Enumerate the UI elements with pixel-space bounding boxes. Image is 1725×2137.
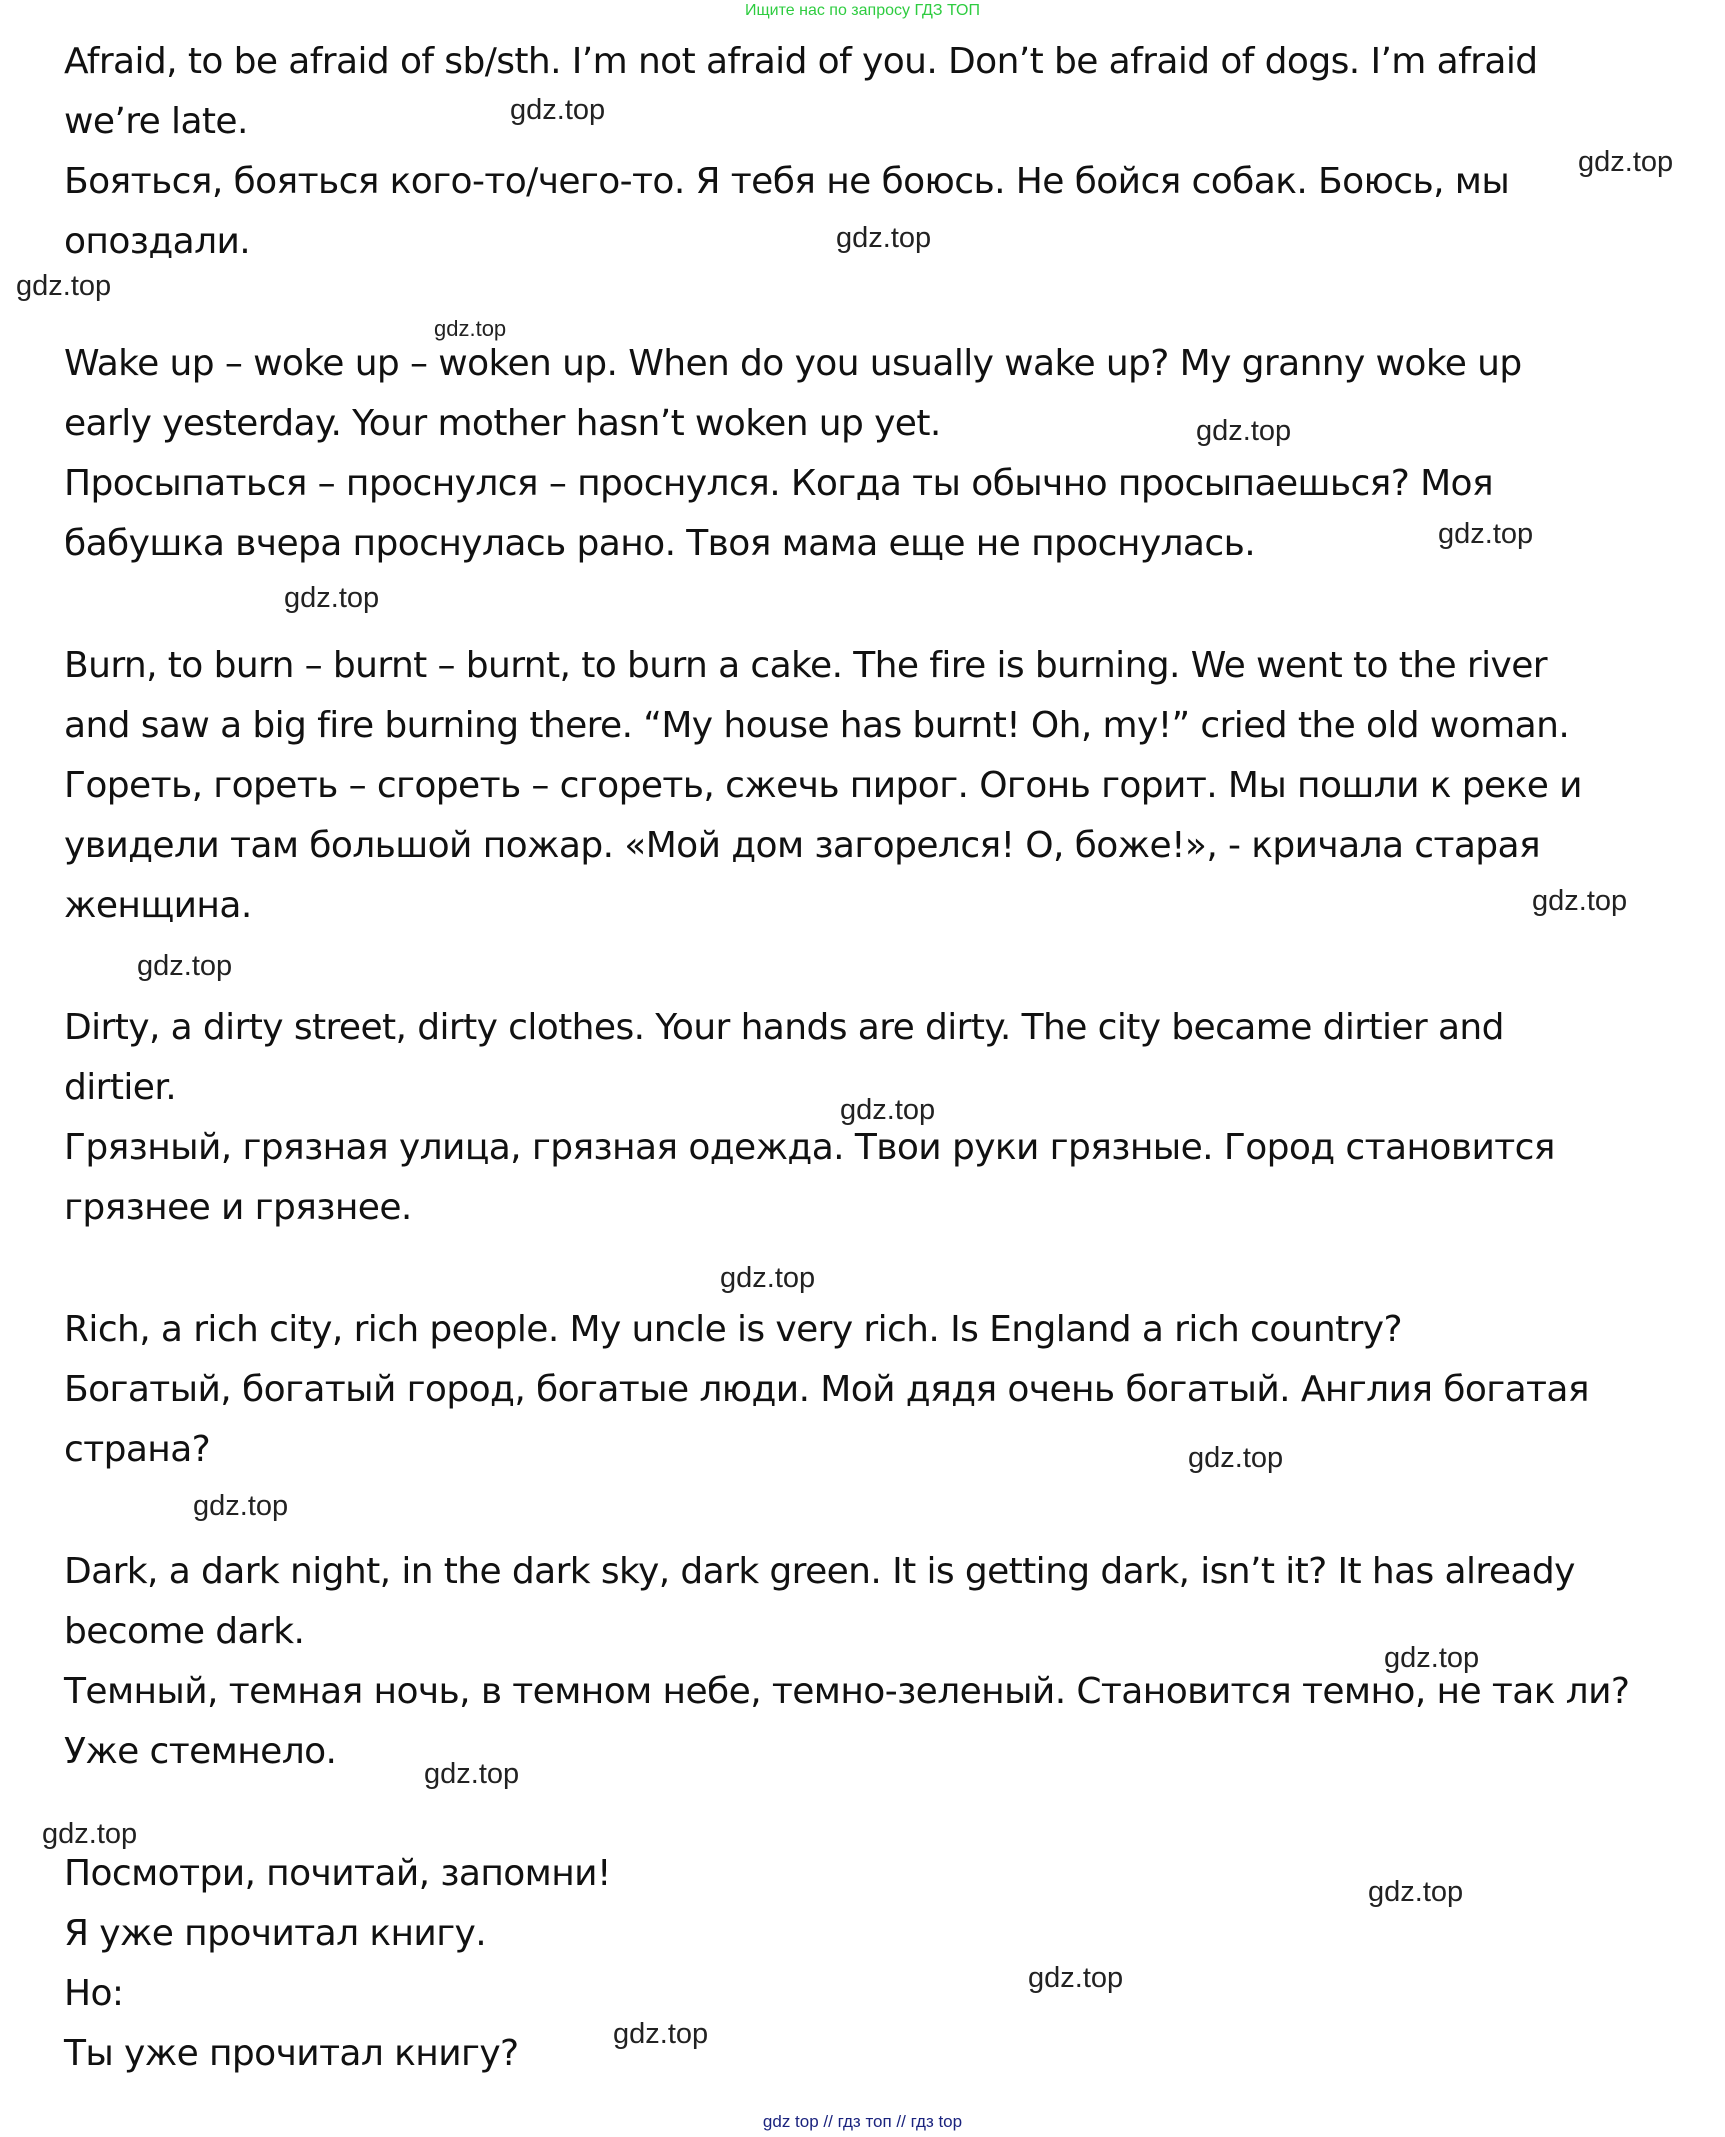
watermark: gdz.top [1196, 415, 1292, 447]
watermark: gdz.top [510, 94, 606, 126]
text-line: we’re late. [64, 101, 248, 142]
watermark: gdz.top [16, 270, 112, 302]
text-line: страна? [64, 1429, 211, 1470]
text-line: Богатый, богатый город, богатые люди. Мой дядя очень богатый. Англия богатая [64, 1369, 1589, 1410]
text-line: бабушка вчера проснулась рано. Твоя мама еще не проснулась. [64, 523, 1256, 564]
text-line: увидели там большой пожар. «Мой дом загорелся! О, боже!», - кричала старая [64, 825, 1541, 866]
watermark: gdz.top [424, 1758, 520, 1790]
watermark: gdz.top [1188, 1442, 1284, 1474]
text-line: Темный, темная ночь, в темном небе, темно-зеленый. Становится темно, не так ли? [64, 1671, 1630, 1712]
watermark: gdz.top [1532, 885, 1628, 917]
text-line: женщина. [64, 885, 252, 926]
watermark: gdz.top [284, 582, 380, 614]
header-search-note: Ищите нас по запросу ГДЗ ТОП [745, 2, 980, 19]
text-line: Rich, a rich city, rich people. My uncle is very rich. Is England a rich country? [64, 1309, 1403, 1350]
watermark: gdz.top [1438, 518, 1534, 550]
text-line: Гореть, гореть – сгореть – сгореть, сжечь пирог. Огонь горит. Мы пошли к реке и [64, 765, 1582, 806]
text-line: Грязный, грязная улица, грязная одежда. Твои руки грязные. Город становится [64, 1127, 1555, 1168]
watermark: gdz.top [193, 1490, 289, 1522]
text-line: опоздали. [64, 221, 251, 262]
text-line: Afraid, to be afraid of sb/sth. I’m not afraid of you. Don’t be afraid of dogs. I’m afraid [64, 41, 1538, 82]
text-line: Wake up – woke up – woken up. When do you usually wake up? My granny woke up [64, 343, 1522, 384]
watermark: gdz.top [613, 2018, 709, 2050]
text-line: Посмотри, почитай, запомни! [64, 1853, 611, 1894]
text-line: Dirty, a dirty street, dirty clothes. Your hands are dirty. The city became dirtier and [64, 1007, 1504, 1048]
watermark: gdz.top [1368, 1876, 1464, 1908]
text-line: become dark. [64, 1611, 305, 1652]
watermark: gdz.top [720, 1262, 816, 1294]
watermark: gdz.top [1578, 146, 1674, 178]
watermark: gdz.top [434, 316, 507, 341]
text-line: Бояться, бояться кого-то/чего-то. Я тебя не боюсь. Не бойся собак. Боюсь, мы [64, 161, 1510, 202]
watermark: gdz.top [1384, 1642, 1480, 1674]
watermark: gdz.top [840, 1094, 936, 1126]
text-line: and saw a big fire burning there. “My house has burnt! Oh, my!” cried the old woman. [64, 705, 1570, 746]
text-line: Но: [64, 1973, 124, 2014]
text-line: Я уже прочитал книгу. [64, 1913, 487, 1954]
watermark: gdz.top [1028, 1962, 1124, 1994]
text-line: Просыпаться – проснулся – проснулся. Когда ты обычно просыпаешься? Моя [64, 463, 1494, 504]
text-line: Burn, to burn – burnt – burnt, to burn a cake. The fire is burning. We went to the river [64, 645, 1547, 686]
watermark: gdz.top [836, 222, 932, 254]
text-line: Уже стемнело. [64, 1731, 337, 1772]
text-line: Ты уже прочитал книгу? [64, 2033, 519, 2074]
watermark: gdz.top [137, 950, 233, 982]
text-line: early yesterday. Your mother hasn’t woken up yet. [64, 403, 941, 444]
text-line: dirtier. [64, 1067, 177, 1108]
text-line: Dark, a dark night, in the dark sky, dark green. It is getting dark, isn’t it? It has already [64, 1551, 1575, 1592]
footer-note: gdz top // гдз топ // гдз top [762, 2112, 963, 2131]
text-line: грязнее и грязнее. [64, 1187, 412, 1228]
watermark: gdz.top [42, 1818, 138, 1850]
